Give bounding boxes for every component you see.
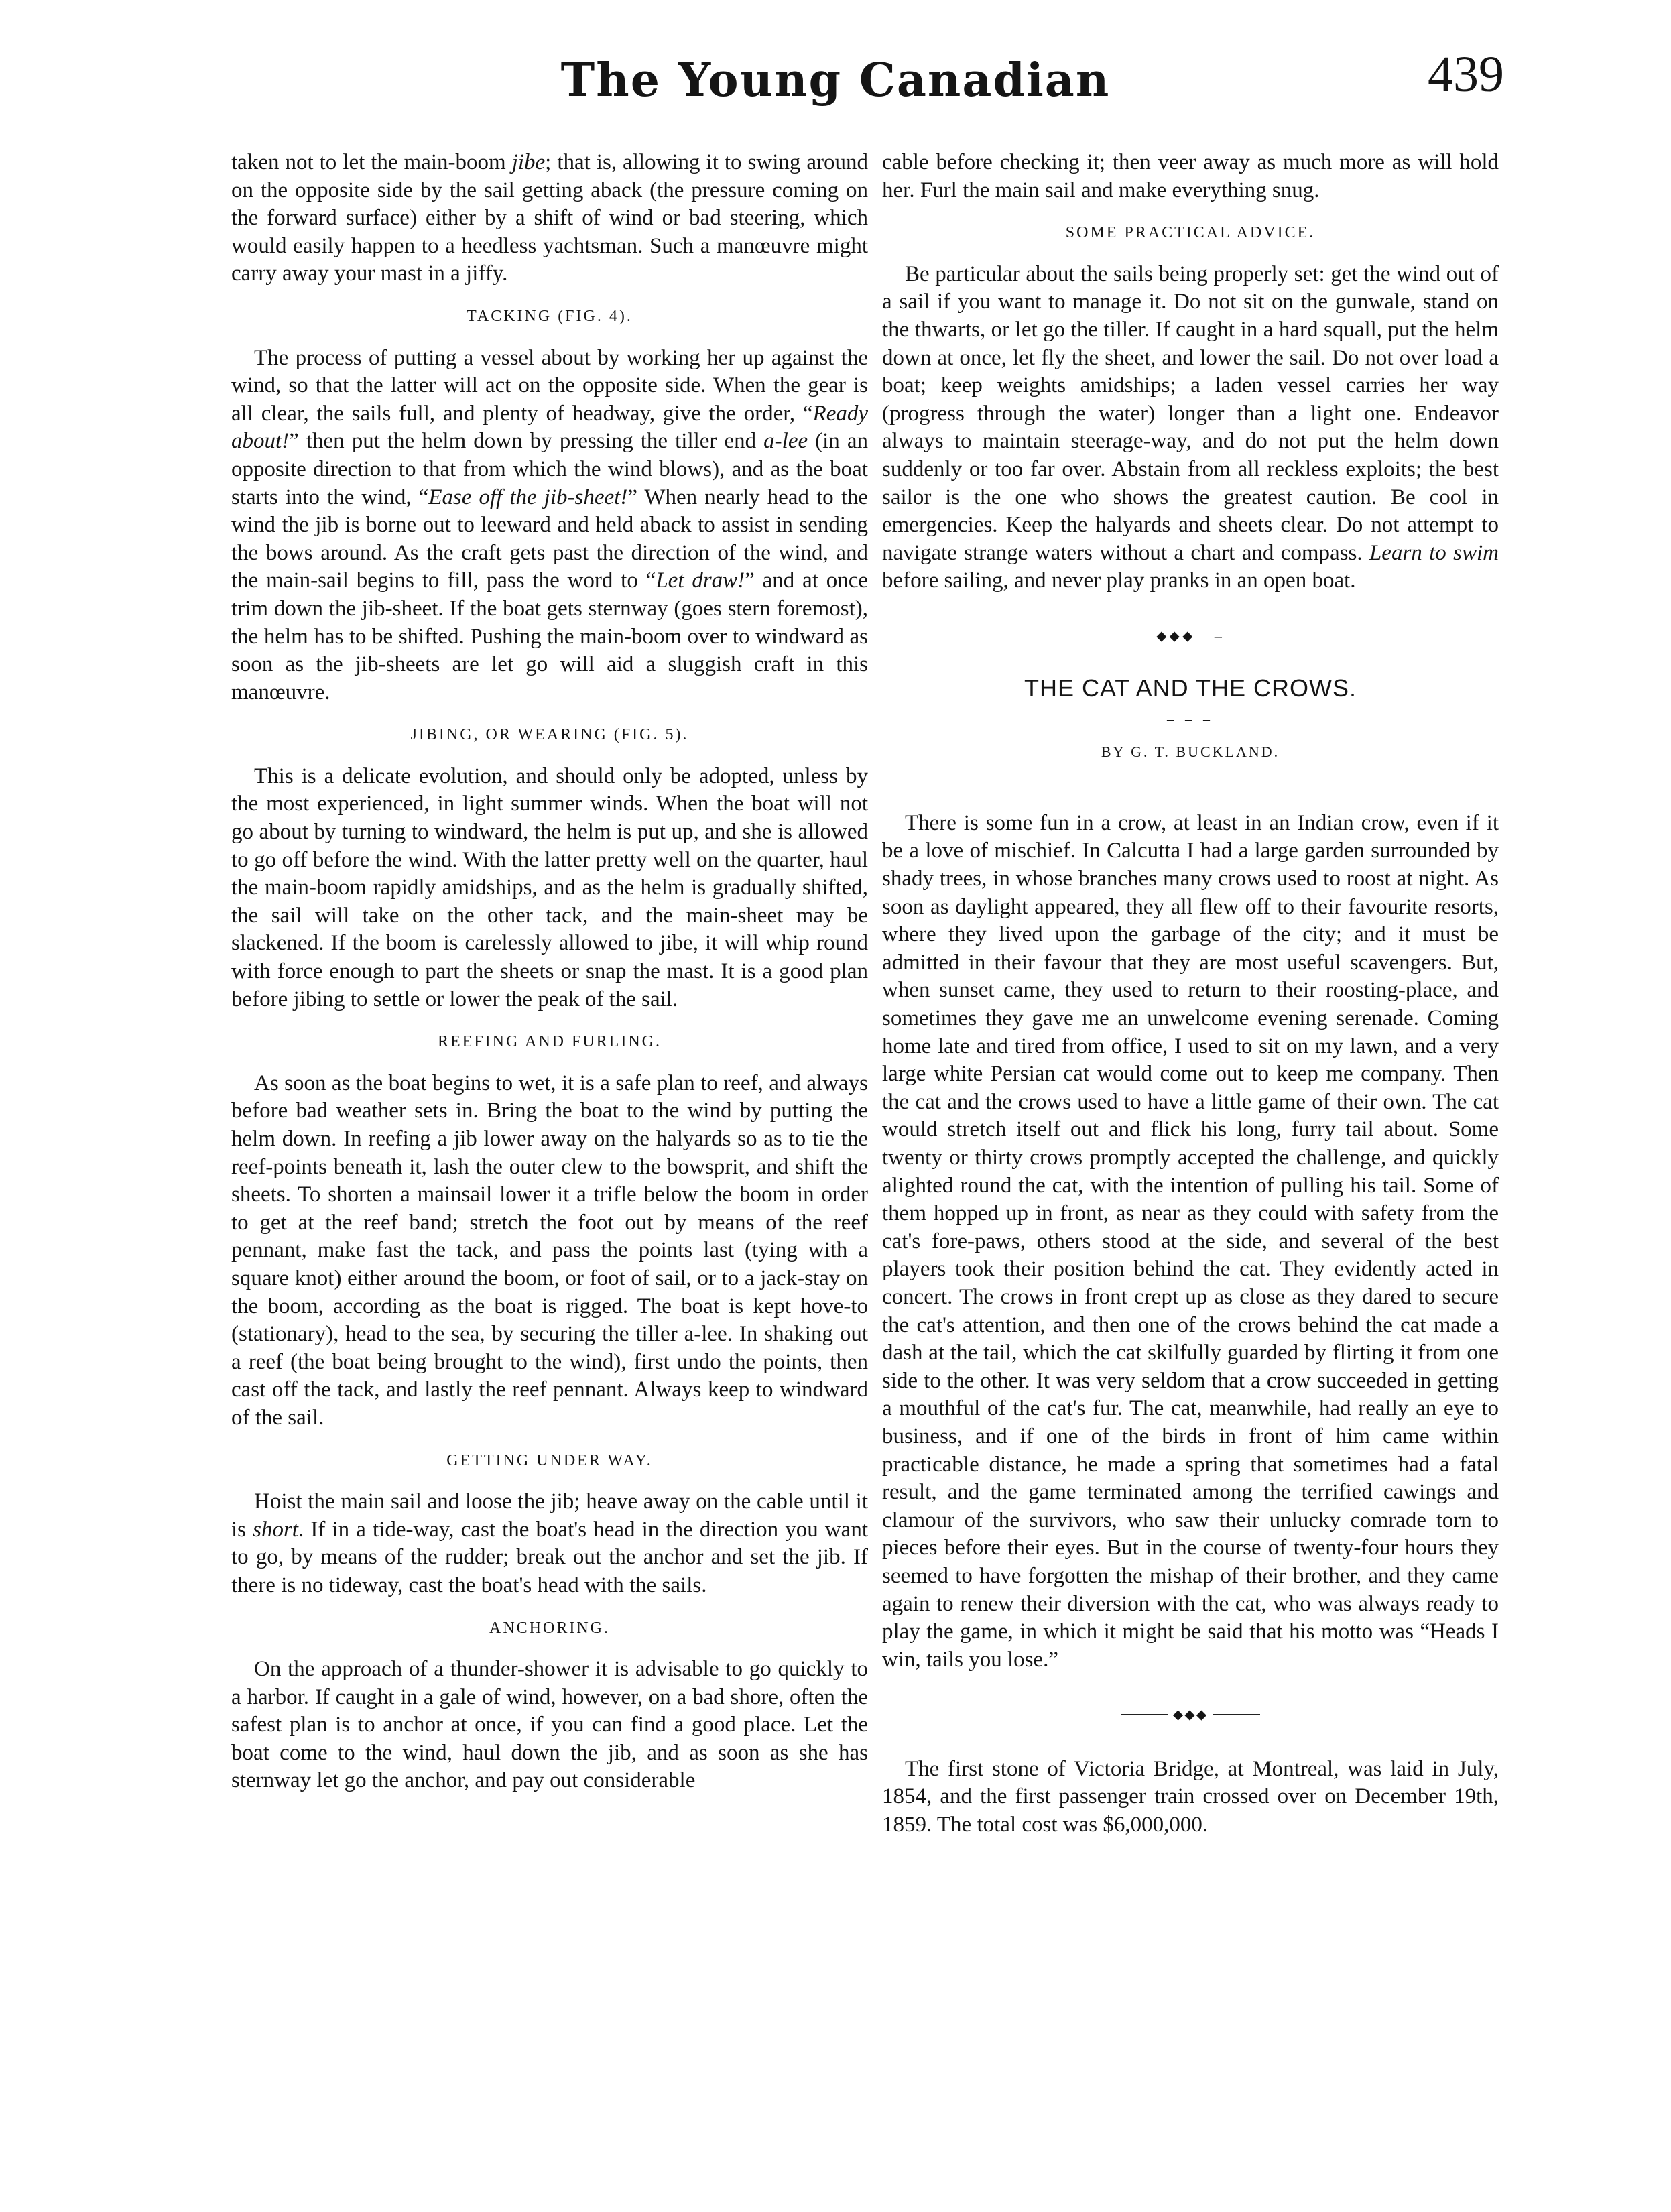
heading-jibing: JIBING, OR WEARING (FIG. 5).	[410, 726, 689, 744]
section-ornament: ⬥⬥⬥ –	[1156, 627, 1225, 644]
paragraph-practical-advice: Be particular about the sails being properly set: get the wind out of a sail if you want to manage it. Do not sit on the gunwale, stand on the thwarts, or let go the tiller. If caught in a hard squall, put the helm down at once, let fly the sheet, and lower the sail. Do not over load a boat; keep weights amidships; a laden vessel carries her way (progress through the water) longer than a light one. Endeavor always to maintain steerage-way, and do not put the helm down suddenly or too far over. Abstain from all reckless exploits; the best sailor is the one who shows the greatest caution. Be cool in emergencies. Keep the halyards and sheets clear. Do not attempt to navigate strange waters without a chart and compass. Learn to swim before sailing, and never play pranks in an open boat.	[882, 261, 1499, 593]
paragraph-getting-under-way: Hoist the main sail and loose the jib; heave away on the cable until it is short. If in a tide-way, cast the boat's head in the direction you want to go, by means of the rudder; break out the anchor and set the jib. If there is no tideway, cast the boat's head with the sails.	[231, 1489, 868, 1597]
right-column	[882, 149, 1499, 1839]
page-number: 439	[1428, 46, 1504, 103]
divider-ornament: ⬥⬥⬥	[882, 1701, 1499, 1729]
story-byline: BY G. T. BUCKLAND.	[1101, 743, 1280, 760]
paragraph-reefing: As soon as the boat begins to wet, it is a safe plan to reef, and always before bad weather sets in. Bring the boat to the wind by putting the helm down. In reefing a jib lower away on the halyards so as to tie the reef-points beneath it, lash the outer clew to the bowsprit, and shift the sheets. To shorten a mainsail lower it a trifle below the boom in order to get at the reef band; stretch the foot out by means of the reef pennant, make fast the tack, and pass the points last (tying with a square knot) either around the boom, or foot of sail, or to a jack-stay on the boom, according as the boat is rigged. The boat is kept hove-to (stationary), head to the sea, by securing the tiller a-lee. In shaking out a reef (the boat being brought to the wind), first undo the points, then cast off the tack, and lastly the reef pennant. Always keep to windward of the sail.	[231, 1070, 868, 1430]
heading-getting-under-way: GETTING UNDER WAY.	[446, 1451, 653, 1469]
heading-reefing: REEFING AND FURLING.	[437, 1033, 662, 1051]
heading-anchoring: ANCHORING.	[489, 1619, 610, 1637]
heading-tacking: TACKING (FIG. 4).	[467, 307, 633, 325]
left-column	[231, 149, 868, 1795]
masthead: The Young Canadian	[560, 54, 1111, 107]
story-title: THE CAT AND THE CROWS.	[1024, 674, 1357, 702]
paragraph-tacking: The process of putting a vessel about by working her up against the wind, so that the latter will act on the opposite side. When the gear is all clear, the sails full, and plenty of headway, give the order, “Ready about!” then put the helm down by pressing the tiller end a-lee (in an opposite direction to that from which the wind blows), and as the boat starts into the wind, “Ease off the jib-sheet!” When nearly head to the wind the jib is borne out to leeward and held aback to assist in sending the bows around. As the craft gets past the direction of the wind, and the main-sail begins to fill, pass the word to “Let draw!” and at once trim down the jib-sheet. If the boat gets sternway (goes stern foremost), the helm has to be shifted. Pushing the main-boom over to windward as soon as the jib-sheets are let go will aid a sluggish craft in this manœuvre.	[231, 345, 869, 704]
paragraph-story: There is some fun in a crow, at least in an Indian crow, even if it be a love of mischief. In Calcutta I had a large garden surrounded by shady trees, in whose branches many crows used to roost at night. As soon as daylight appeared, they all flew off to their favourite resorts, where they lived upon the garbage of the city; and it must be admitted in their favour that they are most useful scavengers. But, when sunset came, they used to return to their roosting-place, and sometimes they gave me an unwelcome evening serenade. Coming home late and tired from office, I used to sit on my lawn, and a very large white Persian cat would come out to keep me company. Then the cat and the crows used to have a little game of their own. The cat would stretch itself out and flick his long, furry tail about. Some twenty or thirty crows promptly accepted the challenge, and quickly alighted round the cat, with the intention of pulling his tail. Some of them hopped up in front, as near as they could with safety from the cat's fore-paws, others stood at the side, and several of the best players took their position behind the cat. They evidently acted in concert. The crows in front crept up as close as they dared to secure the cat's attention, and then one of the crows behind the cat made a dash at the tail, which the cat skilfully guarded by flirting it from one side to the other. It was very seldom that a crow succeeded in getting a mouthful of the cat's fur. The cat, meanwhile, had really an eye to business, and if one of the birds in front of him came within practicable distance, he made a spring that sometimes had a fatal result, and the game terminated among the terrified cawings and clamour of the survivors, who saw their unlucky comrade torn to pieces before their eyes. But in the course of twenty-four hours they seemed to have forgotten the mishap of their brother, and they came again to renew their diversion with the cat, who was always ready to play the game, in which it might be said that his motto was “Heads I win, tails you lose.”	[882, 810, 1499, 1672]
paragraph-jibing: This is a delicate evolution, and should only be adopted, unless by the most experienced, in light summer winds. When the boat will not go about by turning to windward, the helm is put up, and she is allowed to go off before the wind. With the latter pretty well on the quarter, haul the main-boom rapidly amidships, and as the helm is gradually shifted, the sail will take on the other tack, and the main-sheet may be slackened. If the boom is carelessly allowed to jibe, it will whip round with force enough to part the sheets or snap the mast. It is a good plan before jibing to settle or lower the peak of the sail.	[231, 763, 868, 1011]
byline-rule: – – – –	[1158, 776, 1223, 791]
paragraph-cable: cable before checking it; then veer away as much more as will hold her. Furl the main sail and make everything snug.	[882, 150, 1499, 202]
paragraph-victoria-bridge: The first stone of Victoria Bridge, at Montreal, was laid in July, 1854, and the first passenger train crossed over on December 19th, 1859. The total cost was $6,000,000.	[882, 1756, 1499, 1837]
paragraph-jibe-warning: taken not to let the main-boom jibe; that is, allowing it to swing around on the opposite side by the sail getting aback (the pressure coming on the forward surface) either by a shift of wind or bad steering, which would easily happen to a heedless yachtsman. Such a manœuvre might carry away your mast in a jiffy.	[231, 150, 868, 286]
heading-practical-advice: SOME PRACTICAL ADVICE.	[1065, 224, 1316, 242]
page-header	[0, 40, 1671, 121]
title-rule: – – –	[1167, 712, 1214, 727]
paragraph-anchoring: On the approach of a thunder-shower it is advisable to go quickly to a harbor. If caught in a gale of wind, however, on a bad shore, often the safest plan is to anchor at once, if you can find a good place. Let the boat come to the wind, haul down the jib, and as soon as she has sternway let go the anchor, and pay out considerable	[231, 1657, 868, 1793]
